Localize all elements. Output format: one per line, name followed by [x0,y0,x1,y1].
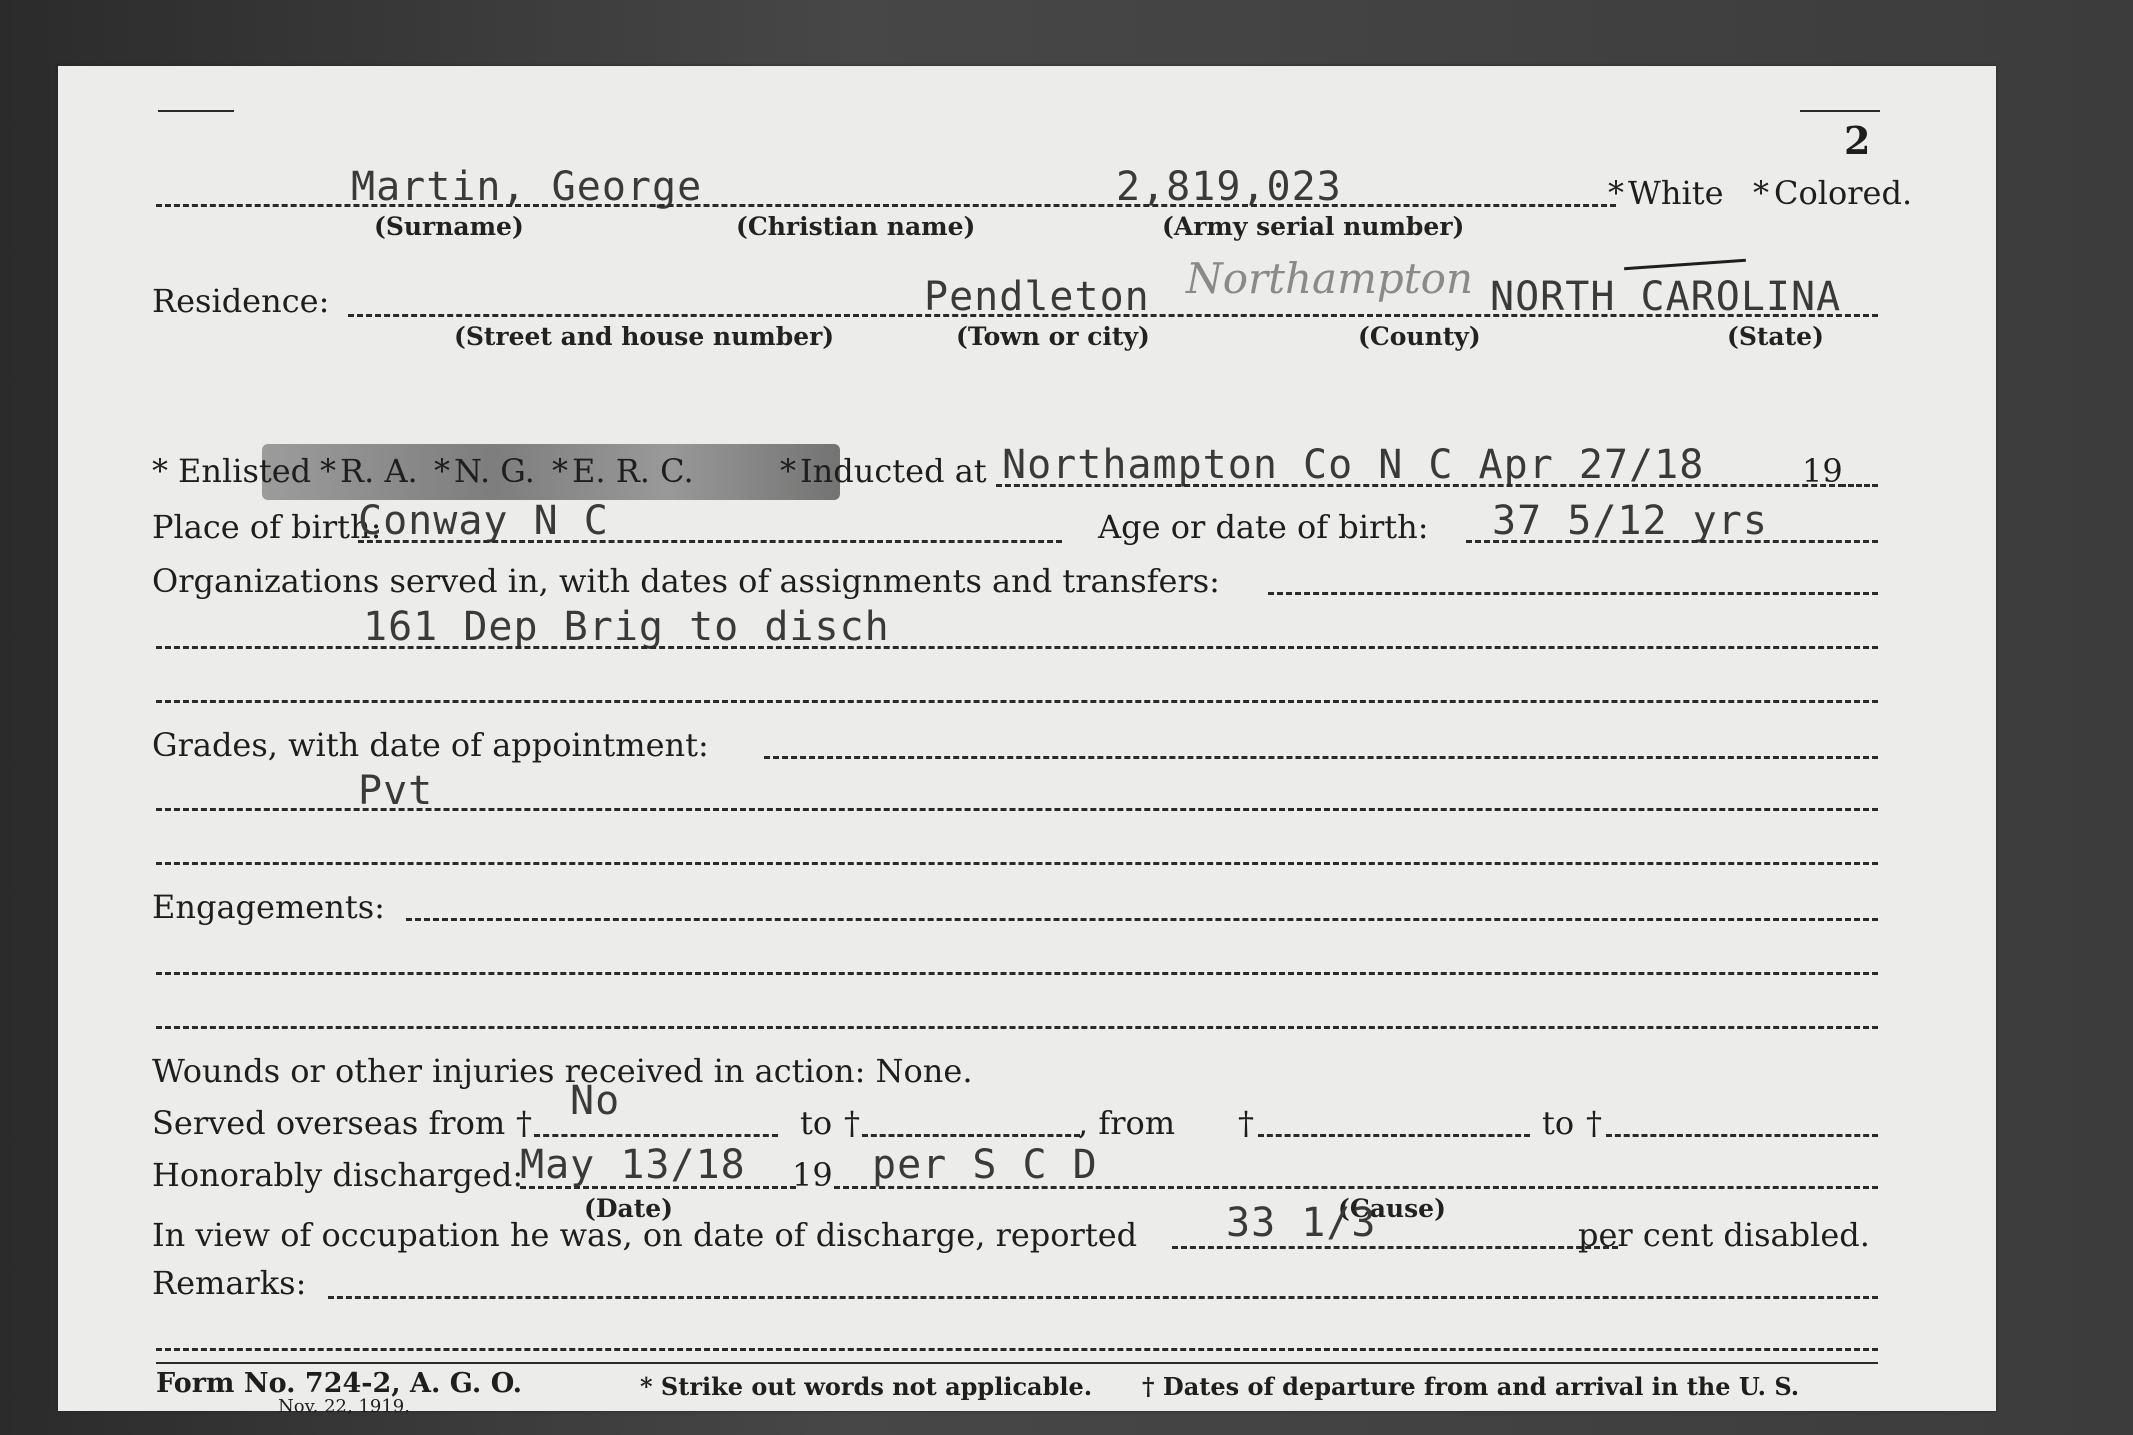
inducted-label: Inducted at [800,452,987,490]
birthplace-line [358,540,1062,543]
record-card [58,66,1996,1417]
race-white: White [1628,174,1724,212]
residence-line [348,314,1878,317]
white-strikethrough [1624,259,1746,271]
top-left-rule [158,110,234,112]
inducted-year-line [1840,484,1878,487]
engagements-line-2 [156,972,1878,975]
overseas-to-1: to [800,1104,833,1142]
discharged-year: 19 [792,1156,833,1194]
strike-note: * Strike out words not applicable. [640,1372,1093,1401]
organization-typed: 161 Dep Brig to disch [363,604,890,650]
inducted-line [996,484,1844,487]
grades-label: Grades, with date of appointment: [152,726,709,764]
race-colored: Colored. [1774,174,1913,212]
wounds-label: Wounds or other injuries received in action: None. [152,1052,973,1090]
age-line [1466,540,1878,543]
inducted-typed: Northampton Co N C Apr 27/18 [1002,442,1705,488]
serial-caption: (Army serial number) [1162,212,1465,241]
ng-label: N. G. [454,452,535,490]
erc-star: * [552,452,568,490]
per-cent-label: per cent disabled. [1578,1216,1870,1254]
inducted-year: 19 [1802,452,1843,490]
overseas-to-2: to [1542,1104,1575,1142]
overseas-to2-line [1606,1134,1878,1137]
county-caption: (County) [1358,322,1481,351]
footer-rule [156,1362,1878,1364]
state-caption: (State) [1727,322,1824,351]
engagements-line-1 [406,918,1878,921]
remarks-line-2 [156,1348,1878,1351]
state-typed: NORTH CAROLINA [1490,274,1842,320]
discharge-cause-line [834,1186,1878,1189]
disability-typed: 33 1/3 [1226,1200,1377,1246]
discharge-cause-typed: per S C D [872,1142,1098,1188]
card-number: 2 [1844,118,1871,163]
discharged-label: Honorably discharged: [152,1156,524,1194]
enlisted-star: * [152,452,168,490]
inducted-star: * [780,452,796,490]
engagements-label: Engagements: [152,888,385,926]
surname-caption: (Surname) [374,212,524,241]
name-typed: Martin, George [351,164,703,210]
enlisted-label: Enlisted [178,452,312,490]
organizations-line-2 [156,646,1878,649]
dates-note: † Dates of departure from and arrival in the U. S. [1142,1372,1800,1401]
birthplace-label: Place of birth: [152,508,382,546]
street-caption: (Street and house number) [454,322,835,351]
date-caption: (Date) [584,1194,673,1223]
age-label: Age or date of birth: [1098,508,1429,546]
remarks-line-1 [328,1296,1878,1299]
grades-line-1 [764,756,1878,759]
overseas-to-line [862,1134,1080,1137]
organizations-line-3 [156,700,1878,703]
race-star-1: * [1608,174,1624,212]
form-number: Form No. 724-2, A. G. O. [156,1368,523,1399]
birthplace-typed: Conway N C [358,498,609,544]
ra-label: R. A. [340,452,418,490]
overseas-typed: No [570,1078,621,1124]
christian-name-caption: (Christian name) [736,212,976,241]
overseas-dagger-3: † [1238,1104,1254,1142]
organizations-label: Organizations served in, with dates of assignments and transfers: [152,562,1220,600]
erc-label: E. R. C. [572,452,694,490]
remarks-label: Remarks: [152,1264,307,1302]
age-typed: 37 5/12 yrs [1492,498,1768,544]
overseas-label: Served overseas from [152,1104,506,1142]
serial-typed: 2,819,023 [1116,164,1342,210]
overseas-from-2: , from [1078,1104,1176,1142]
grades-line-3 [156,862,1878,865]
race-star-2: * [1753,174,1769,212]
overseas-from-line [534,1134,778,1137]
top-right-rule [1800,110,1880,112]
county-handwritten: Northampton [1186,254,1474,303]
name-serial-line [156,204,1616,207]
engagements-line-3 [156,1026,1878,1029]
overseas-from2-line [1258,1134,1530,1137]
residence-label: Residence: [152,282,330,320]
overseas-dagger-2: † [844,1104,860,1142]
disability-line [1172,1246,1618,1249]
form-date: Nov. 22, 1919. [278,1396,410,1417]
ng-star: * [434,452,450,490]
town-typed: Pendleton [924,274,1150,320]
disability-label: In view of occupation he was, on date of discharge, reported [152,1216,1138,1254]
overseas-dagger-1: † [516,1104,532,1142]
town-caption: (Town or city) [956,322,1150,351]
overseas-dagger-4: † [1586,1104,1602,1142]
grades-line-2 [156,808,1878,811]
discharge-date-line [520,1186,796,1189]
grade-typed: Pvt [358,768,434,814]
ra-star: * [320,452,336,490]
organizations-line-1 [1268,592,1878,595]
discharge-date-typed: May 13/18 [520,1142,746,1188]
cause-caption: (Cause) [1338,1194,1446,1223]
